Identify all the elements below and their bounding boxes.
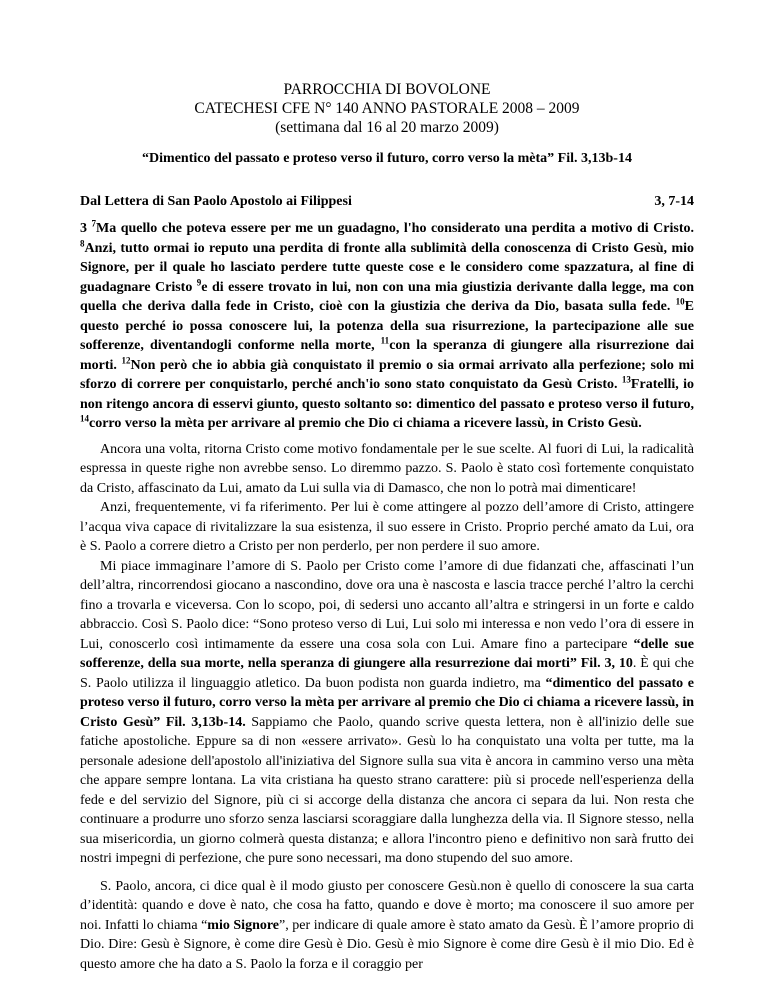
reading-title: Dal Lettera di San Paolo Apostolo ai Filippesi [80,194,352,209]
bold-phrase: mio Signore [207,917,280,933]
document-header [80,80,694,137]
paragraph-text: Mi piace immaginare l’amore di S. Paolo per Cristo come l’amore di due fidanzati che, affascinati l’un dell’altra, rincorrendosi giocano a nascondino, dove ora una è nascosta e lascia tracce perché l’altro la cerchi fino a trovarla e viceversa. Con lo scopo, poi, di sedersi uno accanto all’altra e stringersi in un forte e caldo abbraccio. Così S. Paolo dice: “Sono proteso verso di Lui, Lui solo mi interessa e non vedo l’ora di essere in Lui, conoscerlo così intimamente da essere una cosa sola con Lui. Amare fino a partecipare [80,558,694,652]
commentary-paragraph: Ancora una volta, ritorna Cristo come motivo fondamentale per le sue scelte. Al fuori di Lui, la radicalità espressa in queste righe non avrebbe senso. Lo diremmo pazzo. S. Paolo è stato così fortemente conquistato da Cristo, affascinato da Lui, amato da Lui sulla via di Damasco, che non lo potrà mai dimenticare! [80,441,694,496]
verse-text: corro verso la mèta per arrivare al premio che Dio ci chiama a ricevere lassù, in Cristo Gesù. [89,416,642,431]
bold-quote: “dimentico del passato e proteso verso il futuro, corro verso la mèta per arrivare al premio che Dio ci chiama a ricevere lassù, in Cristo Gesù” Fil. 3,13b-14. [80,675,694,730]
verse-number: 12 [121,354,131,365]
bold-quote: “delle sue sofferenze, della sua morte, nella speranza di giungere alla resurrezione dai morti” Fil. 3, 10 [80,636,694,671]
commentary-paragraph: Anzi, frequentemente, vi fa riferimento. Per lui è come attingere al pozzo dell’amore di Cristo, attingere l’acqua viva capace di rivitalizzare la sua esistenza, il suo essere in Cristo. Proprio perché amato da Lui, ora è S. Paolo a correre dietro a Cristo per non perderlo, per non perdere il suo amore. [80,500,694,554]
catechesis-subtitle: “Dimentico del passato e proteso verso il futuro, corro verso la mèta” Fil. 3,13b-14 [142,151,632,166]
verse-number: 14 [80,413,89,424]
verse-text: Ma quello che poteva essere per me un guadagno, l'ho considerato una perdita a motivo di Cristo. [96,221,694,236]
verse-number: 9 [196,276,202,287]
verse-number: 13 [621,374,631,385]
paragraph-text: S. Paolo, ancora, ci dice qual è il modo giusto per conoscere Gesù.non è quello di conoscere la sua carta d’identità: quando e dove è nato, che cosa ha fatto, quando e dove è morto; ma conoscere il suo amore per noi. Infatti lo chiama “ [80,878,694,933]
week-dates: (settimana dal 16 al 20 marzo 2009) [275,119,499,136]
verse-number: 11 [380,335,390,346]
paragraph-text: . È qui che S. Paolo utilizza il linguaggio atletico. Da buon podista non guarda indietro, ma [80,656,694,691]
verse-text: e di essere trovato in lui, non con una mia giustizia derivante dalla legge, ma con quella che deriva dalla fede in Cristo, cioè con la giustizia che deriva da Dio, basata sulla fede. [80,279,695,314]
verse-text: E questo perché io possa conoscere lui, la potenza della sua risurrezione, la partecipazione alle sue sofferenze, diventandogli conforme nella morte, [80,299,694,353]
scripture-text [80,219,694,434]
verse-text: Anzi, tutto ormai io reputo una perdita di fronte alla sublimità della conoscenza di Cristo Gesù, mio Signore, per il quale ho lasciato perdere tutte queste cose e le considero come spazzatura, al fine di guadagnare Cristo [80,240,694,295]
verse-number: 8 [80,237,85,248]
chapter-number: 3 [80,221,92,236]
verse-text: con la speranza di giungere alla risurrezione dai morti. [80,338,694,373]
catechesis-title: CATECHESI CFE N° 140 ANNO PASTORALE 2008 – 2009 [194,100,580,117]
commentary-paragraph [80,877,694,975]
commentary-paragraph [80,557,694,869]
verse-number: 10 [675,296,685,307]
verse-text: Non però che io abbia già conquistato il premio o sia ormai arrivato alla perfezione; solo mi sforzo di correre per conquistarlo, perché anch'io sono stato conquistato da Gesù Cristo. [80,357,694,392]
paragraph-text: Sappiamo che Paolo, quando scrive questa lettera, non è all'inizio delle sue fatiche apostoliche. Eppure sa di non «essere arrivato». Gesù lo ha conquistato una volta per tutte, ma la personale adesione dell'apostolo all'iniziativa del Signore sulla sua vita è ancora in cammino verso una mèta che appare sempre lontana. La vita cristiana ha questo strano carattere: più si procede nell'esperienza della fede e del servizio del Signore, più ci si accorge della distanza che ancora ci separa da lui. Non resta che continuare a produrre uno sforzo senza lasciarsi scoraggiare dalla lunghezza della via. Il Signore stesso, nella sua misericordia, un giorno colmerà questa distanza; e allora l'incontro pieno e definitivo non sarà frutto dei nostri impegni di perfezione, che pure sono necessari, ma dono stupendo del suo amore. [80,714,694,866]
verse-number: 7 [91,218,96,229]
parish-name: PARROCCHIA DI BOVOLONE [283,81,491,98]
verse-text: Fratelli, io non ritengo ancora di esservi giunto, questo soltanto so: dimentico del passato e proteso verso il futuro, [80,377,694,412]
paragraph-text: ”, per indicare di quale amore è stato amato da Gesù. È l’amore proprio di Dio. Dire: Gesù è Signore, è come dire Gesù è Dio. Gesù è mio Signore è come dire Gesù è il mio Dio. Ed è questo amore che ha dato a S. Paolo la forza e il coraggio per [80,917,694,972]
reading-reference: 3, 7-14 [654,194,694,209]
reading-source [80,194,694,210]
